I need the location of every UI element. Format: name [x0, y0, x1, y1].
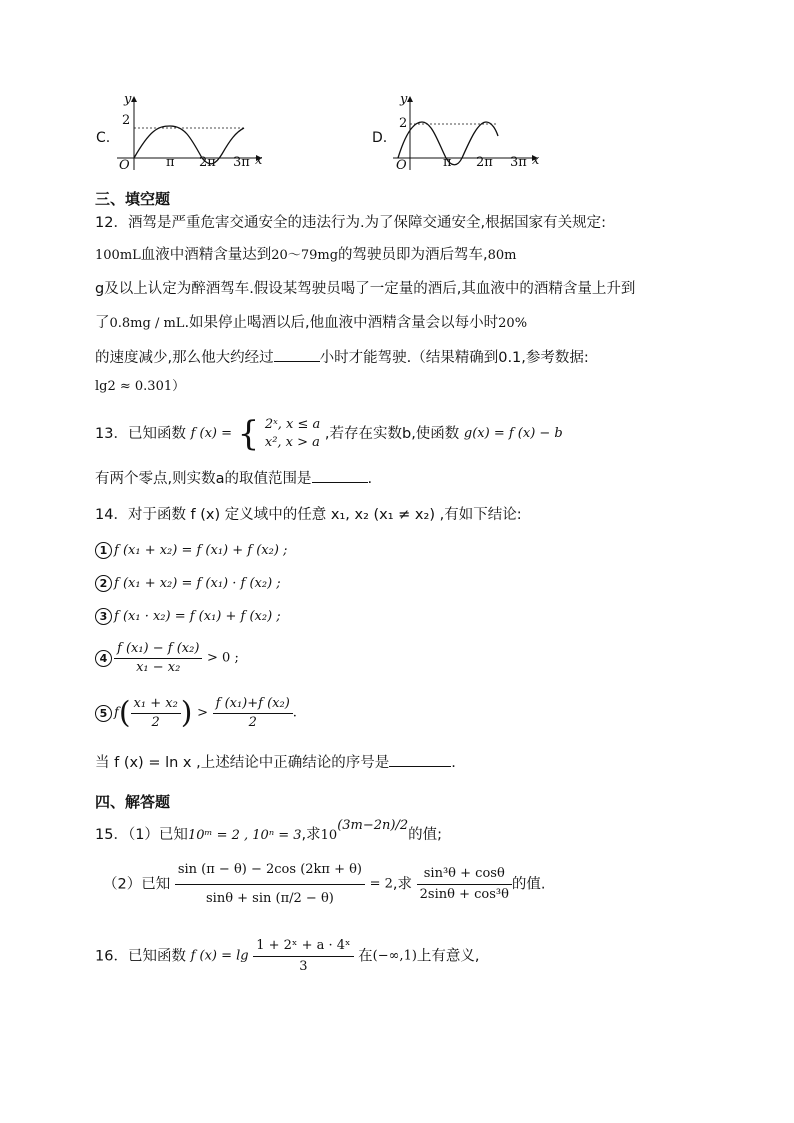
q12-line-6: lg2 ≈ 0.301）	[95, 379, 186, 394]
circled-number-2: 2	[95, 575, 112, 592]
graph-d-y-label: y	[400, 92, 408, 107]
graph-d-tick-3pi: 3π	[510, 155, 527, 170]
graph-c-y-tick: 2	[122, 113, 131, 128]
q14-conclusion-1: 1 f (x₁ + x₂) = f (x₁) + f (x₂) ;	[95, 540, 287, 561]
graph-c-x-label: x	[255, 153, 263, 168]
q16-line-1: 16．已知函数 f (x) = lg $\frac{\text{1 + 2ˣ + a · 4ˣ}}{3}$ 在(−∞,1)上有意义,	[95, 938, 480, 974]
graph-d-origin: O	[396, 158, 407, 173]
graph-c-y-label: y	[124, 92, 132, 107]
circled-number-1: 1	[95, 542, 112, 559]
q13-line-1: 13．已知函数 f (x) = { 2ˣ, x ≤ a x², x > a ,若存在实数b,使函数 g(x) = f (x) − b	[95, 414, 563, 454]
q14-conclusion-3: 3 f (x₁ · x₂) = f (x₁) + f (x₂) ;	[95, 606, 281, 627]
q14-conclusion-4: 4 $\frac{\text{f (x₁) − f (x₂)}}{\text{x₁ − x₂}}$ > 0 ;	[95, 640, 239, 684]
q14-conclusion-2: 2 f (x₁ + x₂) = f (x₁) · f (x₂) ;	[95, 573, 281, 594]
circled-number-4: 4	[95, 650, 112, 667]
q14-conclusion-5: 5 f( $\frac{\text{x₁ + x₂}}{2}$ ) > $\frac{\text{f (x₁)+f (x₂)}}{2}$ .	[95, 695, 297, 739]
q14-conclusion-question: 当 f (x) = ln x ,上述结论中正确结论的序号是 .	[95, 752, 456, 773]
q12-line-4: 了0.8mg / mL.如果停止喝酒以后,他血液中酒精含量会以每小时20%	[95, 315, 528, 331]
q14-answer-blank[interactable]	[389, 752, 451, 767]
q13-brace: {	[237, 414, 260, 454]
graph-c-origin: O	[119, 158, 130, 173]
q14-intro: 14．对于函数 f (x) 定义域中的任意 x₁, x₂ (x₁ ≠ x₂) ,有如下结论:	[95, 507, 522, 523]
q12-line-2: 100mL血液中酒精含量达到20～79mg的驾驶员即为酒后驾车,80m	[95, 247, 517, 263]
section-title-solve: 四、解答题	[95, 793, 171, 811]
graph-d-x-label: x	[532, 153, 540, 168]
option-d-label: D.	[372, 130, 388, 146]
q15-part-2: （2）已知 $\frac{\sin (\pi - \theta) - 2\cos (2k\pi + \theta)}{\sin\theta + \sin (\pi/2 - \theta)}$ = 2,求 $\frac{\text{sin³θ + cosθ}}{\text{2sinθ + cos³θ}}$ 的值.	[103, 856, 546, 922]
q12-line-3: g及以上认定为醉酒驾车.假设某驾驶员喝了一定量的酒后,其血液中的酒精含量上升到	[95, 281, 636, 297]
section-title-fill-in: 三、填空题	[95, 190, 171, 208]
q13-line-2: 有两个零点,则实数a的取值范围是 .	[95, 468, 372, 489]
q15-part-1: 15．（1）已知10ᵐ = 2 , 10ⁿ = 3,求$10^{(3m-2n)/2}$的值;	[95, 818, 443, 843]
circled-number-3: 3	[95, 608, 112, 625]
q13-answer-blank[interactable]	[312, 468, 368, 483]
graph-d-tick-2pi: 2π	[476, 155, 493, 170]
graph-c-tick-2pi: 2π	[199, 155, 216, 170]
graph-d-tick-pi: π	[443, 155, 452, 170]
graph-d-y-tick: 2	[399, 116, 408, 131]
q12-line-5: 的速度减少,那么他大约经过 小时才能驾驶.（结果精确到0.1,参考数据:	[95, 347, 589, 368]
graph-c-tick-pi: π	[166, 155, 175, 170]
q12-answer-blank[interactable]	[274, 347, 320, 362]
circled-number-5: 5	[95, 705, 112, 722]
graph-c-tick-3pi: 3π	[233, 155, 250, 170]
option-c-label: C.	[96, 130, 111, 146]
q12-line-1: 12．酒驾是严重危害交通安全的违法行为.为了保障交通安全,根据国家有关规定:	[95, 215, 607, 231]
